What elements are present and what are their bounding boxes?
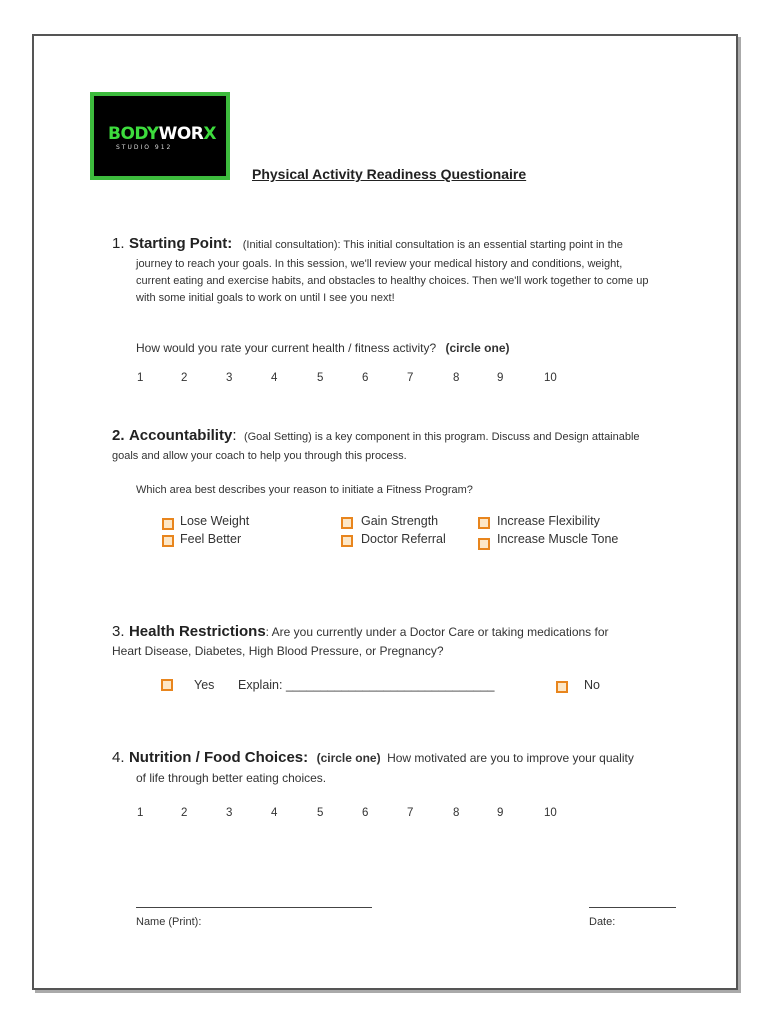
section2-line2: goals and allow your coach to help you through this process. (112, 450, 407, 462)
section4-scale-option-9[interactable]: 9 (497, 807, 504, 819)
section4-scale-option-1[interactable]: 1 (137, 807, 144, 819)
section1-scale-option-10[interactable]: 10 (544, 372, 557, 384)
section4-scale-option-2[interactable]: 2 (181, 807, 188, 819)
section1-number: 1. (112, 235, 125, 252)
section1-scale-option-6[interactable]: 6 (362, 372, 369, 384)
section1-scale-option-1[interactable]: 1 (137, 372, 144, 384)
section1-question: How would you rate your current health / fitness activity? (136, 341, 437, 355)
section4-scale-option-5[interactable]: 5 (317, 807, 324, 819)
section4-scale-option-8[interactable]: 8 (453, 807, 460, 819)
section1-heading: Starting Point: (128, 235, 233, 252)
section1-scale-option-9[interactable]: 9 (497, 372, 504, 384)
section4-scale-option-6[interactable]: 6 (362, 807, 369, 819)
section1-scale-option-7[interactable]: 7 (407, 372, 414, 384)
section1-scale-option-3[interactable]: 3 (226, 372, 233, 384)
section4-header (112, 749, 634, 767)
section4-scale-option-3[interactable]: 3 (226, 807, 233, 819)
section3-number: 3. (112, 623, 125, 640)
checkbox-lose-weight-icon[interactable] (162, 518, 174, 530)
option-yes: Yes (194, 678, 215, 692)
option-no: No (584, 678, 600, 692)
option-lose-weight: Lose Weight (180, 514, 250, 528)
section2-number: 2. (112, 427, 125, 444)
checkbox-gain-strength-icon[interactable] (341, 517, 353, 529)
section4-circle-note: (circle one) (316, 751, 381, 765)
section1-scale-option-5[interactable]: 5 (317, 372, 324, 384)
logo-wor-text: WOR (158, 124, 204, 144)
section2-colon: : (232, 427, 237, 444)
checkbox-increase-muscle-tone-icon[interactable] (478, 538, 490, 550)
section3-heading: Health Restrictions (128, 623, 266, 640)
logo-tagline: STUDIO 912 (116, 144, 173, 151)
section4-intro: How motivated are you to improve your quality (387, 751, 634, 765)
section1-line3: current eating and exercise habits, and obstacles to healthy choices. Then we'll work together to come up (136, 275, 649, 287)
logo-body-text: BODY (108, 124, 159, 144)
section2-header (112, 427, 640, 446)
section1-question-row (136, 341, 510, 355)
section1-line2: journey to reach your goals. In this session, we'll review your medical history and conditions, weight, (136, 258, 623, 270)
section4-line2: of life through better eating choices. (136, 771, 327, 785)
option-gain-strength: Gain Strength (361, 514, 439, 528)
name-signature-line[interactable] (136, 907, 372, 908)
section4-number: 4. (112, 749, 125, 766)
section4-scale-option-7[interactable]: 7 (407, 807, 414, 819)
section4-heading: Nutrition / Food Choices: (128, 749, 309, 766)
checkbox-feel-better-icon[interactable] (162, 535, 174, 547)
section2-intro: (Goal Setting) is a key component in this program. Discuss and Design attainable (243, 431, 640, 443)
section1-circle-note: (circle one) (445, 341, 510, 355)
section4-scale-option-4[interactable]: 4 (271, 807, 278, 819)
section3-line2: Heart Disease, Diabetes, High Blood Pressure, or Pregnancy? (112, 644, 444, 658)
logo-x-text: X (203, 124, 216, 144)
option-doctor-referral: Doctor Referral (361, 532, 446, 546)
name-label: Name (Print): (136, 916, 202, 928)
section1-scale-option-2[interactable]: 2 (181, 372, 188, 384)
form-title: Physical Activity Readiness Questionaire (252, 166, 527, 182)
logo-wordmark (108, 124, 216, 144)
checkbox-increase-flexibility-icon[interactable] (478, 517, 490, 529)
section1-scale-option-4[interactable]: 4 (271, 372, 278, 384)
checkbox-no-icon[interactable] (556, 681, 568, 693)
checkbox-doctor-referral-icon[interactable] (341, 535, 353, 547)
section2-heading: Accountability (128, 427, 233, 444)
section3-intro: : Are you currently under a Doctor Care or taking medications for (265, 625, 609, 639)
date-signature-line[interactable] (589, 907, 676, 908)
option-increase-muscle-tone: Increase Muscle Tone (497, 532, 619, 546)
section4-scale-option-10[interactable]: 10 (544, 807, 557, 819)
section1-scale-option-8[interactable]: 8 (453, 372, 460, 384)
section3-header (112, 623, 609, 641)
section1-intro: (Initial consultation): This initial consultation is an essential starting point in the (242, 239, 623, 251)
date-label: Date: (589, 916, 616, 928)
section1-line4: with some initial goals to work on until I see you next! (136, 292, 395, 304)
option-feel-better: Feel Better (180, 532, 242, 546)
explain-field[interactable]: Explain: ______________________________ (238, 678, 495, 692)
bodyworx-logo (90, 92, 230, 180)
option-increase-flexibility: Increase Flexibility (497, 514, 600, 528)
section2-question: Which area best describes your reason to initiate a Fitness Program? (136, 484, 473, 496)
section1-header (112, 235, 623, 254)
checkbox-yes-icon[interactable] (161, 679, 173, 691)
